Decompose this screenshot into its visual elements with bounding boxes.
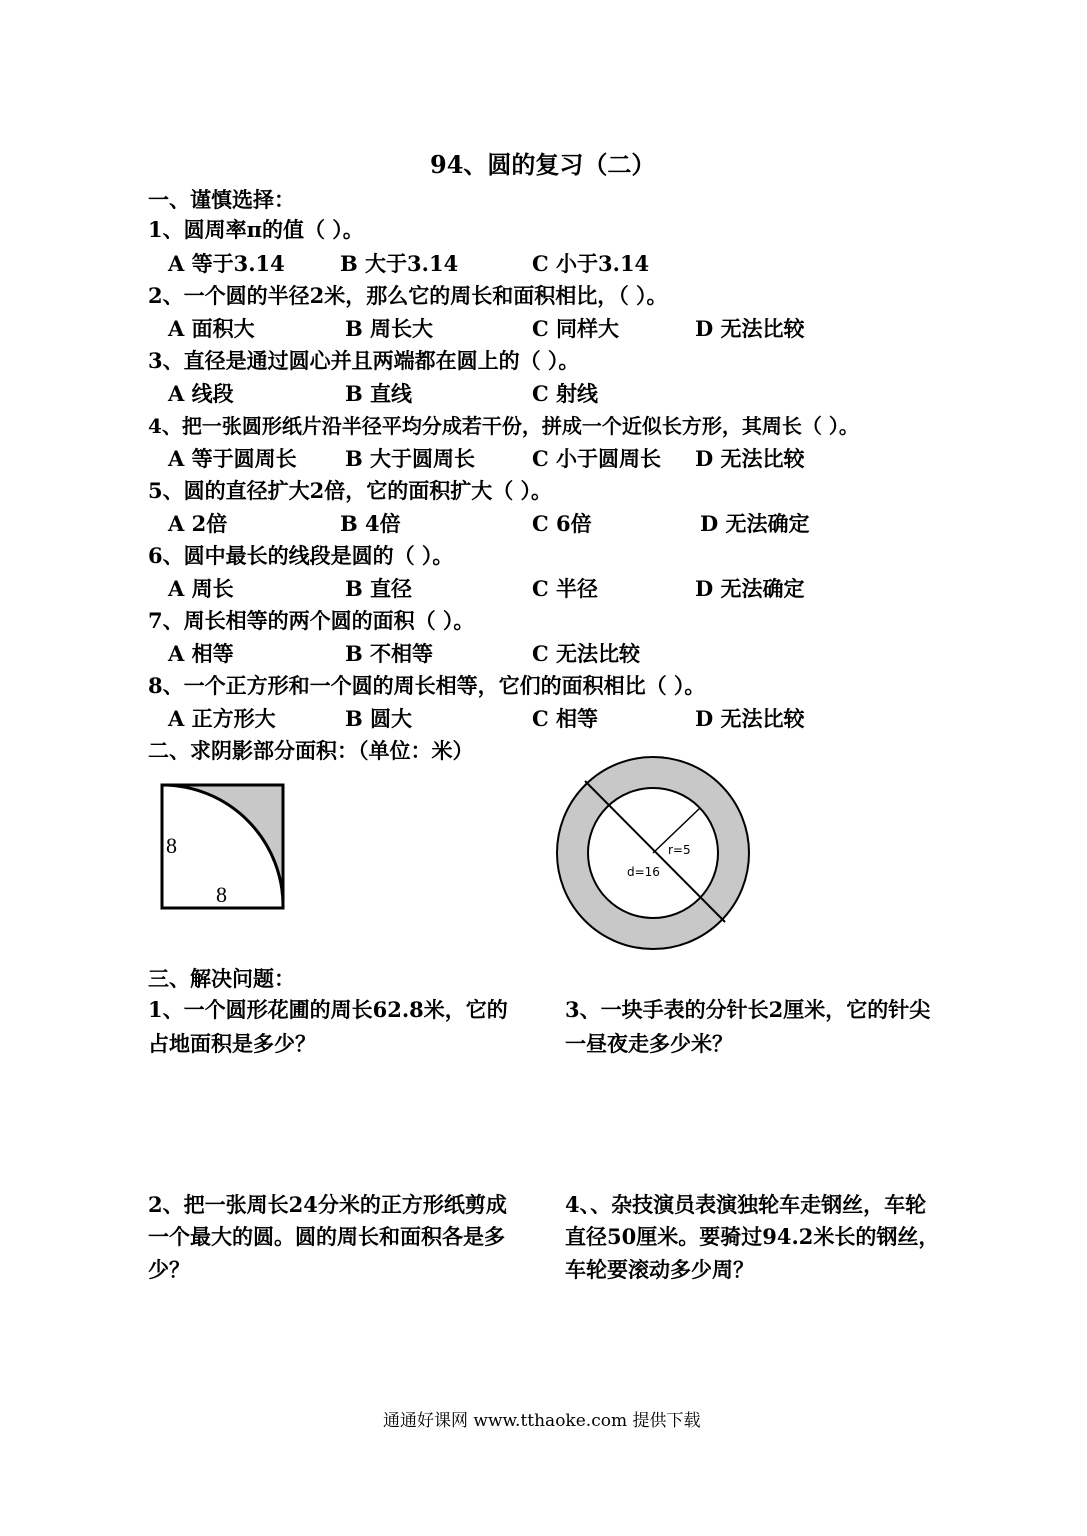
- problem-1-line1: 1、一个圆形花圃的周长62.8米，它的: [148, 997, 508, 1022]
- diameter-label: d=16: [627, 865, 660, 879]
- question-4: 4、把一张圆形纸片沿半径平均分成若干份，拼成一个近似长方形，其周长（ ）。: [148, 414, 859, 438]
- q2-option-a: A 面积大: [168, 316, 255, 341]
- problem-4-line3: 车轮要滚动多少周？: [565, 1257, 754, 1282]
- q1-option-c: C 小于3.14: [532, 251, 650, 276]
- q7-option-b: B 不相等: [345, 641, 434, 666]
- page-title: 94、圆的复习（二）: [430, 150, 656, 179]
- q6-option-b: B 直径: [345, 576, 413, 601]
- problem-3-line1: 3、一块手表的分针长2厘米，它的针尖: [565, 997, 931, 1022]
- section2-heading: 二、求阴影部分面积：（单位：米）: [148, 738, 474, 763]
- problem-4-line2: 直径50厘米。要骑过94.2米长的钢丝，: [565, 1224, 940, 1249]
- figure-square-quarter-circle: [150, 775, 300, 925]
- figure-ring: [550, 750, 760, 960]
- q8-option-c: C 相等: [532, 706, 599, 731]
- question-3: 3、直径是通过圆心并且两端都在圆上的（ ）。: [148, 348, 580, 373]
- side-label: 8: [166, 833, 177, 858]
- bottom-label: 8: [216, 882, 227, 907]
- q5-option-d: D 无法确定: [700, 511, 810, 536]
- problem-2-line2: 一个最大的圆。圆的周长和面积各是多: [148, 1224, 505, 1249]
- problem-2-line3: 少？: [148, 1257, 190, 1282]
- q7-option-a: A 相等: [168, 641, 234, 666]
- q8-option-d: D 无法比较: [695, 706, 805, 731]
- q7-option-c: C 无法比较: [532, 641, 641, 666]
- question-1: 1、圆周率π的值（ ）。: [148, 217, 364, 242]
- q2-option-b: B 周长大: [345, 316, 434, 341]
- question-2: 2、一个圆的半径2米，那么它的周长和面积相比，（ ）。: [148, 283, 668, 308]
- q4-option-b: B 大于圆周长: [345, 446, 476, 471]
- problem-3-line2: 一昼夜走多少米？: [565, 1031, 733, 1056]
- radius-label: r=5: [668, 843, 691, 857]
- q5-option-a: A 2倍: [168, 511, 228, 536]
- q2-option-d: D 无法比较: [695, 316, 805, 341]
- q1-option-a: A 等于3.14: [168, 251, 285, 276]
- q6-option-a: A 周长: [168, 576, 234, 601]
- question-6: 6、圆中最长的线段是圆的（ ）。: [148, 543, 454, 568]
- problem-4-line1: 4、、杂技演员表演独轮车走钢丝，车轮: [565, 1192, 927, 1217]
- question-7: 7、周长相等的两个圆的面积（ ）。: [148, 608, 475, 633]
- problem-1-line2: 占地面积是多少？: [148, 1031, 316, 1056]
- q1-option-b: B 大于3.14: [340, 251, 459, 276]
- q3-option-b: B 直线: [345, 381, 413, 406]
- question-8: 8、一个正方形和一个圆的周长相等，它们的面积相比（ ）。: [148, 673, 706, 698]
- q3-option-c: C 射线: [532, 381, 599, 406]
- q2-option-c: C 同样大: [532, 316, 620, 341]
- section1-heading: 一、谨慎选择：: [148, 187, 295, 212]
- q4-option-c: C 小于圆周长: [532, 446, 662, 471]
- q5-option-c: C 6倍: [532, 511, 592, 536]
- q5-option-b: B 4倍: [340, 511, 401, 536]
- q4-option-d: D 无法比较: [695, 446, 805, 471]
- question-5: 5、圆的直径扩大2倍，它的面积扩大（ ）。: [148, 478, 553, 503]
- section3-heading: 三、解决问题：: [148, 966, 295, 991]
- q8-option-b: B 圆大: [345, 706, 413, 731]
- problem-2-line1: 2、把一张周长24分米的正方形纸剪成: [148, 1192, 507, 1217]
- q6-option-d: D 无法确定: [695, 576, 805, 601]
- q3-option-a: A 线段: [168, 381, 234, 406]
- q4-option-a: A 等于圆周长: [168, 446, 297, 471]
- footer-credit: 通通好课网 www.tthaoke.com 提供下载: [383, 1411, 701, 1431]
- q8-option-a: A 正方形大: [168, 706, 276, 731]
- q6-option-c: C 半径: [532, 576, 599, 601]
